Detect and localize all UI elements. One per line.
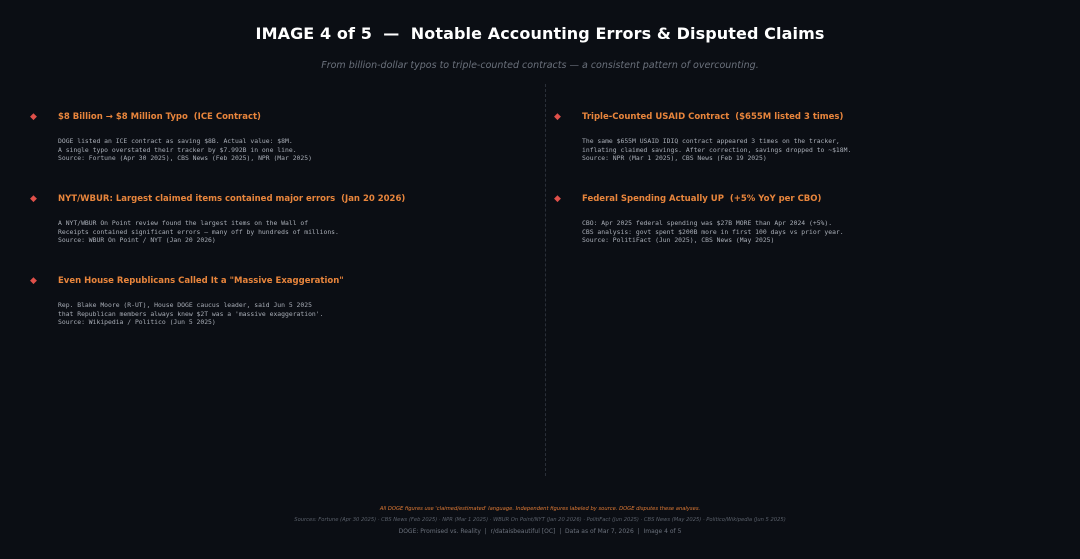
page-title: IMAGE 4 of 5 — Notable Accounting Errors & Disputed Claims	[255, 24, 825, 43]
claim-line: The same $655M USAID IDIQ contract appeared 3 times on the tracker,	[582, 137, 840, 145]
claim-item-nyt-wbur	[30, 193, 528, 245]
claim-source: Source: Wikipedia / Politico (Jun 5 2025)	[58, 318, 216, 327]
claim-heading: Even House Republicans Called It a "Massive Exaggeration"	[58, 276, 344, 286]
claim-item-usaid-triple	[554, 111, 1052, 163]
diamond-bullet-icon: ◆	[554, 112, 561, 122]
claim-details	[582, 137, 1052, 163]
claim-details	[58, 301, 528, 327]
column-divider	[545, 84, 546, 476]
page-subtitle: From billion-dollar typos to triple-counted contracts — a consistent pattern of overcounting.	[321, 60, 759, 71]
claim-line: CBO: Apr 2025 federal spending was $27B MORE than Apr 2024 (+5%).	[582, 219, 833, 227]
claim-line: CBS analysis: govt spent $200B more in first 100 days vs prior year.	[582, 227, 844, 236]
claim-details	[58, 219, 528, 245]
claim-line: DOGE listed an ICE contract as saving $8B. Actual value: $8M.	[58, 137, 293, 145]
diamond-bullet-icon: ◆	[554, 194, 561, 204]
footer-sources: Sources: Fortune (Apr 30 2025) · CBS News (Feb 2025) · NPR (Mar 1 2025) · WBUR On Point/NYT (Jan 20 2026) · PolitiFact (Jun 2025) · CBS News (May 2025) · Politico/Wikipedia (Jun 5 2025)	[294, 517, 786, 523]
footer-disclaimer: All DOGE figures use 'claimed/estimated' language. Independent figures labeled by source. DOGE disputes these analyses.	[379, 506, 701, 512]
claim-item-federal-spending	[554, 193, 1052, 245]
claim-heading: $8 Billion → $8 Million Typo (ICE Contract)	[58, 112, 261, 122]
claim-item-ice-typo	[30, 111, 528, 163]
claim-details	[58, 137, 528, 163]
claim-line: that Republican members always knew $2T was a 'massive exaggeration'.	[58, 309, 324, 318]
claim-heading: Triple-Counted USAID Contract ($655M listed 3 times)	[582, 112, 844, 122]
claim-item-house-republicans	[30, 275, 528, 327]
claim-line: Rep. Blake Moore (R-UT), House DOGE caucus leader, said Jun 5 2025	[58, 301, 312, 309]
footer-credit: DOGE: Promised vs. Reality | r/dataisbeautiful [OC] | Data as of Mar 7, 2026 | Image 4 of 5	[398, 528, 682, 535]
claim-line: Receipts contained significant errors — many off by hundreds of millions.	[58, 227, 339, 236]
diamond-bullet-icon: ◆	[30, 194, 37, 204]
claim-source: Source: Fortune (Apr 30 2025), CBS News (Feb 2025), NPR (Mar 2025)	[58, 154, 312, 163]
claim-heading: Federal Spending Actually UP (+5% YoY per CBO)	[582, 194, 822, 204]
claim-source: Source: WBUR On Point / NYT (Jan 20 2026)	[58, 236, 216, 245]
diamond-bullet-icon: ◆	[30, 276, 37, 286]
diamond-bullet-icon: ◆	[30, 112, 37, 122]
claim-source: Source: NPR (Mar 1 2025), CBS News (Feb 19 2025)	[582, 154, 767, 163]
claim-line: inflating claimed savings. After correction, savings dropped to ~$18M.	[582, 145, 852, 154]
claim-source: Source: PolitiFact (Jun 2025), CBS News (May 2025)	[582, 236, 775, 245]
claim-details	[582, 219, 1052, 245]
claim-line: A NYT/WBUR On Point review found the largest items on the Wall of	[58, 219, 309, 227]
claim-heading: NYT/WBUR: Largest claimed items contained major errors (Jan 20 2026)	[58, 194, 406, 204]
claim-line: A single typo overstated their tracker by $7.992B in one line.	[58, 145, 297, 154]
